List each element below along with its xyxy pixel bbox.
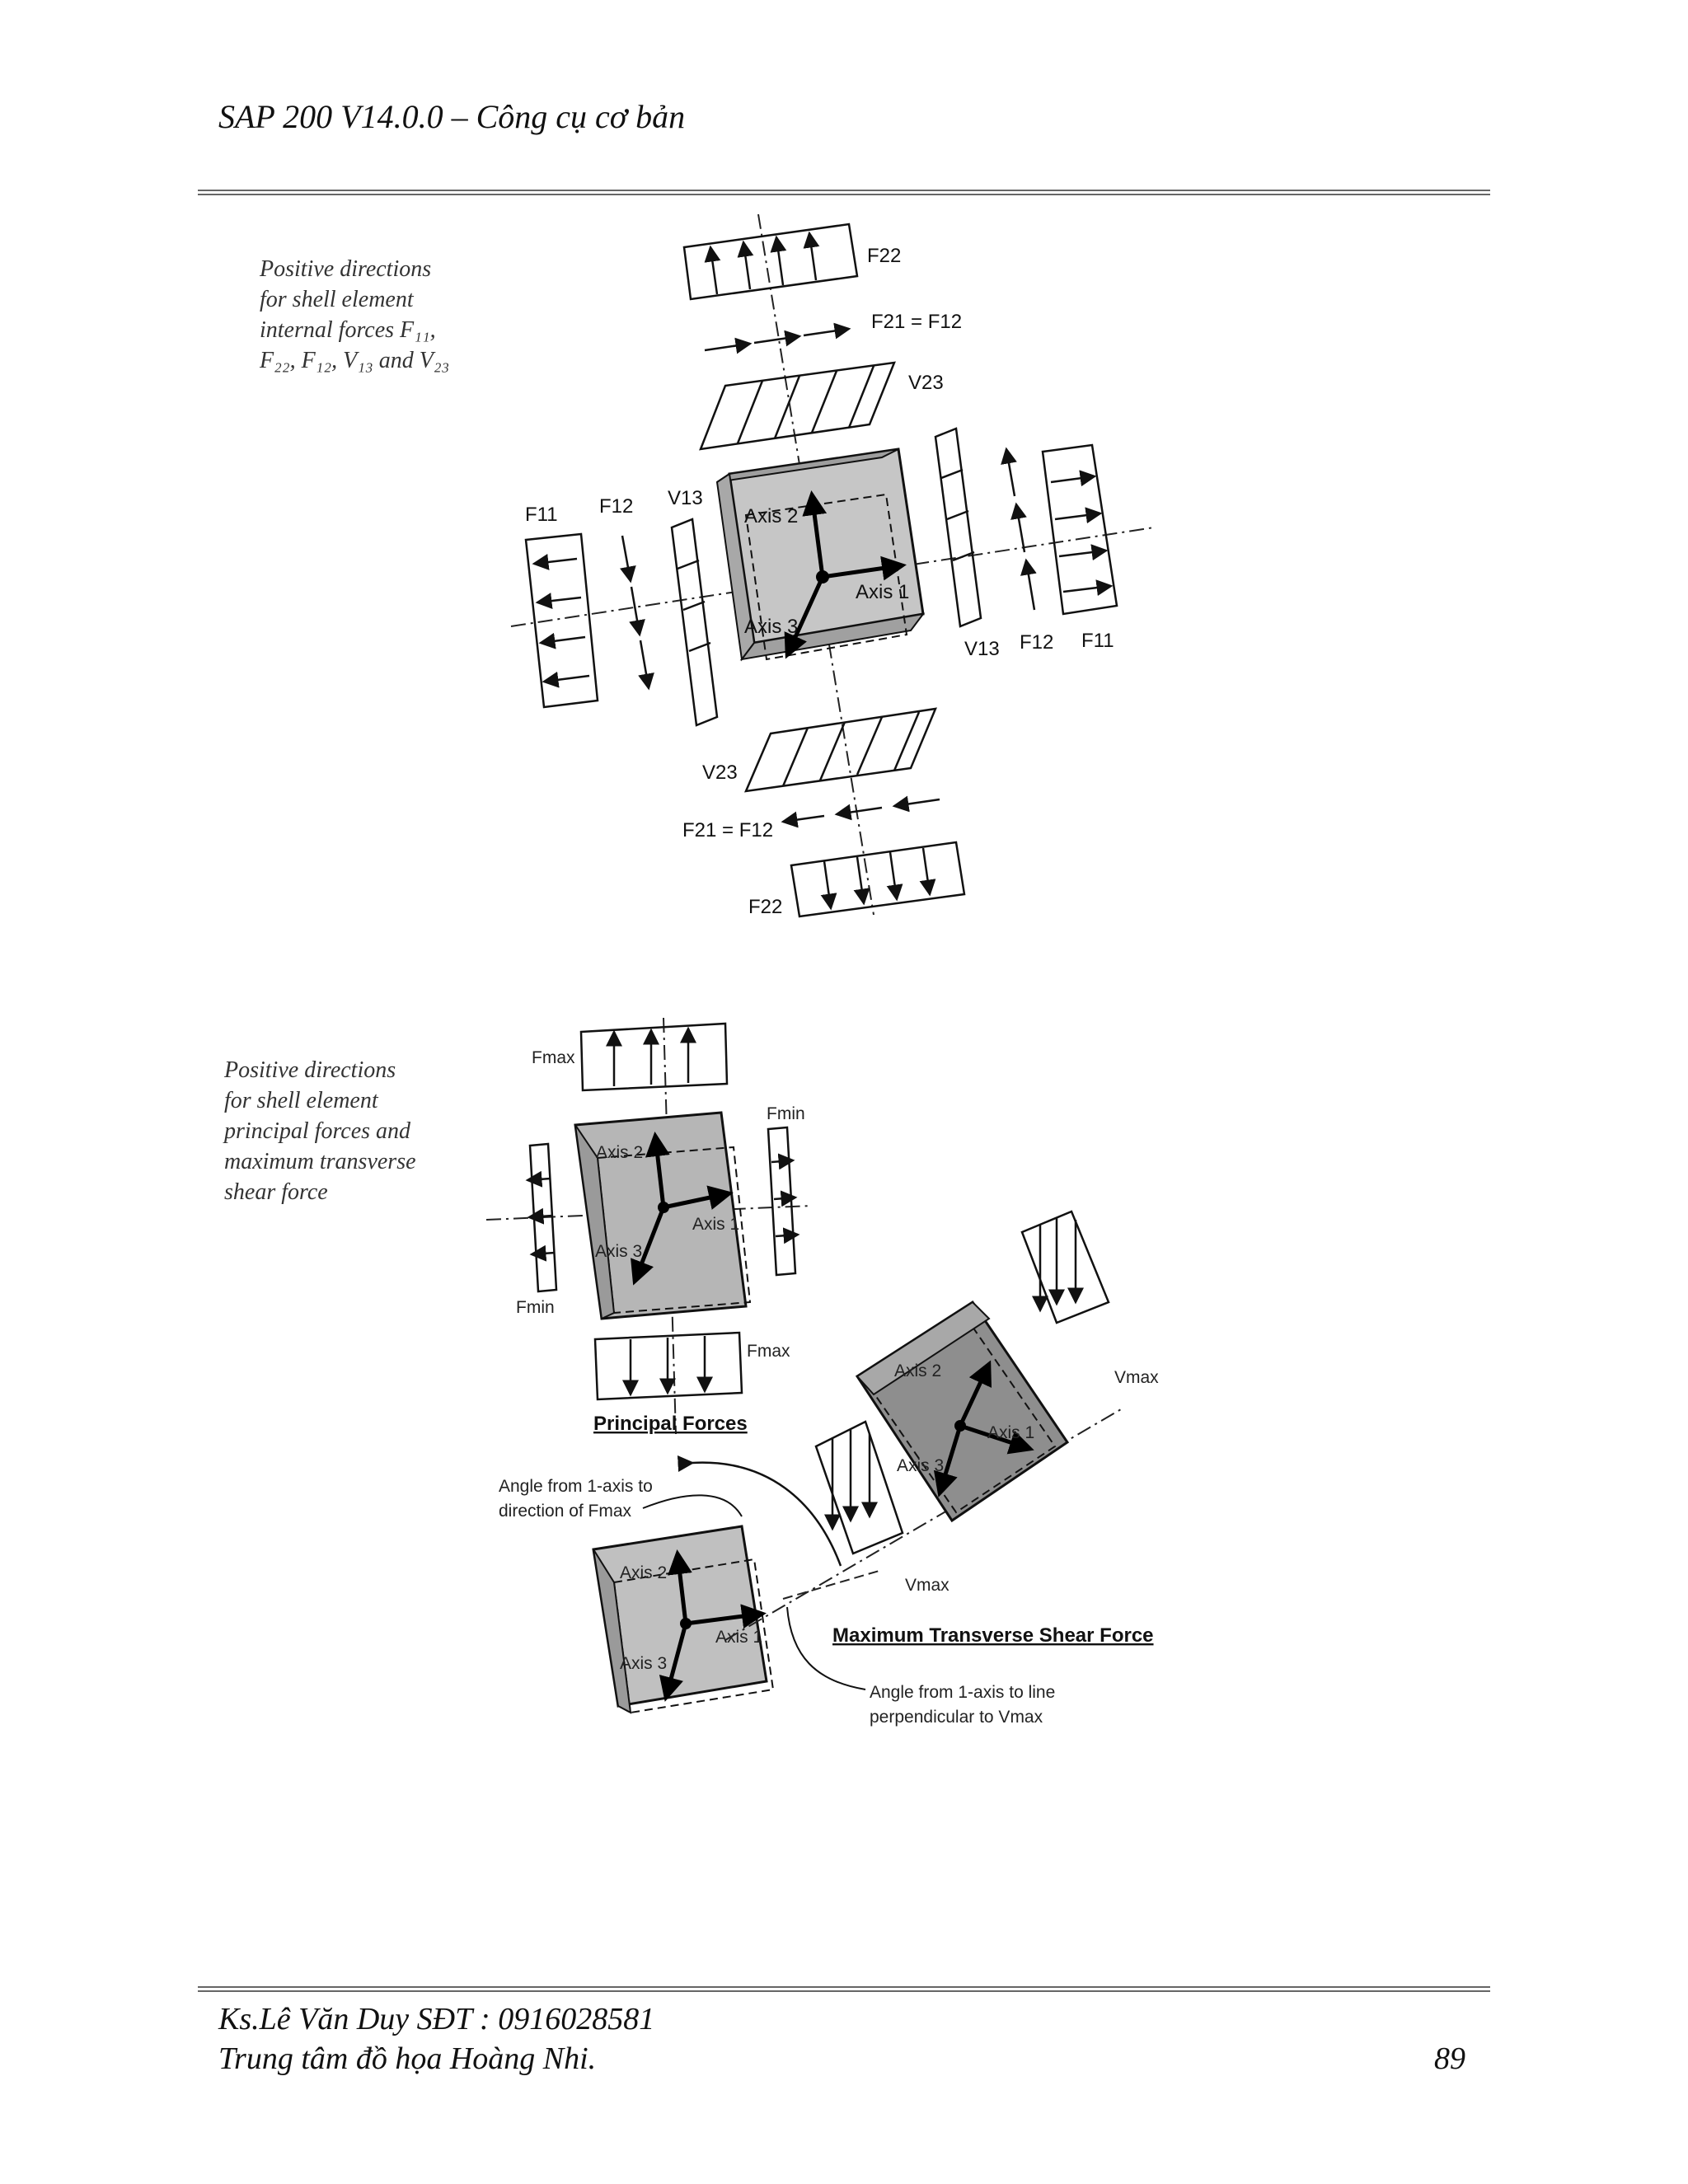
f11-left-label: F11 <box>525 504 558 526</box>
principal-forces-diagram <box>0 972 1688 1764</box>
caption-line: Positive directions <box>224 1057 396 1083</box>
caption-line: internal forces F₁₁, <box>260 317 436 343</box>
axis1-label: Axis 1 <box>692 1215 740 1234</box>
vmax-left-label: Vmax <box>905 1576 950 1595</box>
f22-top-label: F22 <box>867 245 902 267</box>
v23-bottom-label: V23 <box>702 762 738 784</box>
f21-bottom-label: F21 = F12 <box>682 819 774 841</box>
v13-left-panel <box>672 519 717 725</box>
axis2-label: Axis 2 <box>894 1361 942 1380</box>
v13-right-label: V13 <box>964 638 1000 660</box>
f22-bottom-panel <box>791 842 964 916</box>
angle-vmax-label-2: perpendicular to Vmax <box>870 1708 1043 1727</box>
f12-right-arrows <box>1006 449 1034 610</box>
caption-line: shear force <box>224 1179 328 1205</box>
v13-right-panel <box>935 429 981 626</box>
vmax-left-panel <box>816 1422 903 1554</box>
axis2-label: Axis 2 <box>620 1563 668 1582</box>
f12-left-arrows <box>622 536 649 688</box>
fmax-bottom-label: Fmax <box>747 1342 790 1361</box>
caption-line: for shell element <box>260 287 414 312</box>
page-number: 89 <box>1434 2041 1465 2076</box>
axis3-label: Axis 3 <box>897 1456 945 1475</box>
fmax-bottom-panel <box>595 1333 742 1399</box>
fmin-left-label: Fmin <box>516 1298 555 1317</box>
f12-right-label: F12 <box>1020 631 1054 654</box>
angle-vmax-label-1: Angle from 1-axis to line <box>870 1683 1056 1702</box>
fmin-right-panel <box>768 1127 798 1275</box>
f22-top-panel <box>684 224 857 299</box>
vmax-right-panel <box>1022 1212 1109 1323</box>
f11-left-panel <box>526 534 598 707</box>
rotated-element-box-right <box>857 1302 1067 1521</box>
footer-line-author: Ks.Lê Văn Duy SĐT : 0916028581 <box>218 2002 655 2036</box>
axis2-label: Axis 2 <box>744 505 799 527</box>
caption-line: principal forces and <box>224 1118 411 1144</box>
angle-fmax-arc <box>643 1495 742 1516</box>
fmax-top-label: Fmax <box>532 1048 575 1067</box>
axis1-label: Axis 1 <box>987 1423 1035 1442</box>
f11-right-label: F11 <box>1081 630 1114 652</box>
v23-top-panel <box>701 363 894 449</box>
caption-line: maximum transverse <box>224 1149 416 1174</box>
angle-vmax-line <box>783 1570 882 1599</box>
v23-top-label: V23 <box>908 372 944 394</box>
caption-line: Positive directions <box>260 256 432 282</box>
f22-bottom-label: F22 <box>748 896 783 918</box>
max-shear-title: Maximum Transverse Shear Force <box>832 1624 1154 1647</box>
f11-right-panel <box>1043 445 1117 614</box>
f21-top-label: F21 = F12 <box>871 311 963 333</box>
principal-forces-title: Principal Forces <box>593 1413 748 1435</box>
caption-line: for shell element <box>224 1088 378 1113</box>
footer-rule <box>198 1986 1490 1992</box>
f21-bottom-arrows <box>783 799 940 822</box>
fmax-top-panel <box>581 1024 727 1090</box>
axis3-label: Axis 3 <box>620 1654 668 1673</box>
axis2-label: Axis 2 <box>596 1143 644 1162</box>
v23-bottom-panel <box>746 709 935 791</box>
axis3-label: Axis 3 <box>744 616 799 638</box>
angle-fmax-label-1: Angle from 1-axis to <box>499 1477 653 1496</box>
axis1-label: Axis 1 <box>856 581 910 603</box>
caption-line: F₂₂, F₁₂, V₁₃ and V₂₃ <box>260 348 450 373</box>
rotated-element-box-left <box>593 1526 773 1713</box>
f21-top-arrows <box>705 329 849 350</box>
vmax-right-label: Vmax <box>1114 1368 1159 1387</box>
angle-vmax-arc <box>787 1607 865 1690</box>
f12-left-label: F12 <box>599 495 634 518</box>
footer-line-center: Trung tâm đồ họa Hoàng Nhi. <box>218 2041 597 2076</box>
v13-left-label: V13 <box>668 487 703 509</box>
axis1-label: Axis 1 <box>715 1628 763 1647</box>
angle-fmax-label-2: direction of Fmax <box>499 1502 632 1521</box>
axis3-label: Axis 3 <box>595 1242 643 1261</box>
page-header-title: SAP 200 V14.0.0 – Công cụ cơ bản <box>218 98 686 135</box>
shell-internal-forces-diagram <box>0 0 1688 948</box>
fmin-right-label: Fmin <box>767 1104 805 1123</box>
